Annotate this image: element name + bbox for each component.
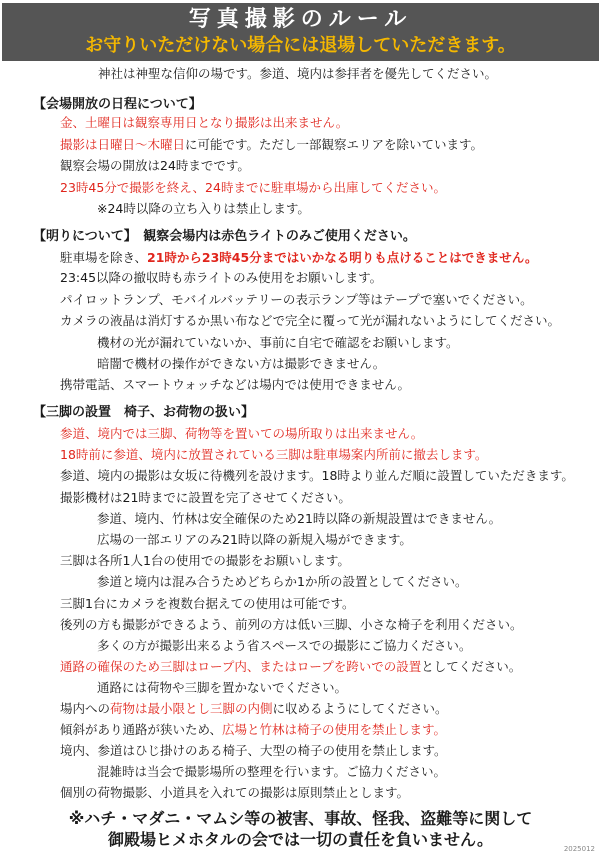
tripod-line: 境内、参道はひじ掛けのある椅子、大型の椅子の使用を禁止します。 <box>60 743 447 758</box>
page-subtitle: お守りいただけない場合には退場していただきます。 <box>85 35 516 56</box>
tripod-line-tail: としてください。 <box>421 659 522 674</box>
tripod-line: 三脚は各所1人1台の使用での撮影をお願いします。 <box>60 553 350 568</box>
schedule-heading: 【会場開放の日程について】 <box>33 97 202 112</box>
light-line: パイロットランプ、モバイルバッテリーの表示ランプ等はテープで塞いでください。 <box>60 292 533 307</box>
tripod-line <box>60 659 521 675</box>
tripod-line: 通路には荷物や三脚を置かないでください。 <box>97 680 348 695</box>
tripod-line-red: 広場と竹林は椅子の使用を禁止します。 <box>222 722 447 737</box>
tripod-line-red: 荷物は最小限とし三脚の内側 <box>110 701 273 716</box>
schedule-line: 23時45分で撮影を終え、24時までに駐車場から出庫してください。 <box>60 180 446 195</box>
schedule-line: 観察会場の開放は24時までです。 <box>60 158 250 173</box>
tripod-line: 参道と境内は混み合うためどちらか1か所の設置としてください。 <box>97 574 468 589</box>
light-line: 暗闇で機材の操作ができない方は撮影できません。 <box>97 356 386 371</box>
light-line-red: 21時から23時45分まではいかなる明りも点けることはできません。 <box>147 250 538 265</box>
tripod-line-a: 傾斜があり通路が狭いため、 <box>60 722 223 737</box>
schedule-line-highlight: 撮影は日曜日～木曜日 <box>60 137 186 152</box>
tripod-line: 混雑時は当会で撮影場所の整理を行います。ご協力ください。 <box>97 764 447 779</box>
tripod-line: 参道、境内、竹林は安全確保のため21時以降の新規設置はできません。 <box>97 511 502 526</box>
tripod-line: 18時前に参道、境内に放置されている三脚は駐車場案内所前に撤去します。 <box>60 447 488 462</box>
intro-line: 神社は神聖な信仰の場です。参道、境内は参拝者を優先してください。 <box>98 66 498 81</box>
light-heading-label: 【明りについて】 <box>33 229 131 244</box>
light-line: カメラの液晶は消灯するか黒い布などで完全に覆って光が漏れないようにしてください。 <box>60 313 561 328</box>
tripod-line: 後列の方も撮影ができるよう、前列の方は低い三脚、小さな椅子を利用ください。 <box>60 617 523 632</box>
light-line: 携帯電話、スマートウォッチなどは場内では使用できません。 <box>60 377 411 392</box>
schedule-note: ※24時以降の立ち入りは禁止します。 <box>97 201 310 216</box>
tripod-line: 参道、境内では三脚、荷物等を置いての場所取りは出来ません。 <box>60 426 424 441</box>
page-title: 写真撮影のルール <box>188 7 413 32</box>
document-code: 2025012 <box>563 845 595 853</box>
light-heading-note: 観察会場内は赤色ライトのみご使用ください。 <box>143 229 416 244</box>
tripod-line <box>60 701 448 717</box>
tripod-line-red: 通路の確保のため三脚はロープ内、またはロープを跨いでの設置 <box>60 659 422 674</box>
tripod-line: 多くの方が撮影出来るよう省スペースでの撮影にご協力ください。 <box>97 638 472 653</box>
tripod-line: 個別の荷物撮影、小道具を入れての撮影は原則禁止とします。 <box>60 785 410 800</box>
light-line: 機材の光が漏れていないか、事前に自宅で確認をお願いします。 <box>97 335 459 350</box>
tripod-line <box>60 722 446 738</box>
schedule-line-rest: に可能です。ただし一部観察エリアを除いています。 <box>185 137 484 152</box>
disclaimer-line: 御殿場ヒメホタルの会では一切の責任を負いません。 <box>108 830 493 849</box>
tripod-heading: 【三脚の設置 椅子、お荷物の扱い】 <box>33 405 255 420</box>
tripod-line: 三脚1台にカメラを複数台据えての使用は可能です。 <box>60 596 355 611</box>
tripod-line: 撮影機材は21時までに設置を完了させてください。 <box>60 490 351 505</box>
light-line <box>60 250 537 266</box>
tripod-line: 参道、境内の撮影は女坂に待機列を設けます。18時より並んだ順に設置していただきます。 <box>60 468 574 483</box>
schedule-line: 金、土曜日は観察専用日となり撮影は出来ません。 <box>60 115 349 130</box>
tripod-line-a: 場内への <box>60 701 111 716</box>
schedule-line <box>60 137 483 153</box>
disclaimer-line: ※ハチ・マダニ・マムシ等の被害、事故、怪我、盗難等に関して <box>68 809 533 828</box>
tripod-line-b: に収めるようにしてください。 <box>272 701 448 716</box>
light-line-prefix: 駐車場を除き、 <box>60 250 148 265</box>
light-heading <box>33 229 416 245</box>
title-banner <box>2 3 599 61</box>
tripod-line: 広場の一部エリアのみ21時以降の新規入場ができます。 <box>97 532 412 547</box>
light-line: 23:45以降の撤収時も赤ライトのみ使用をお願いします。 <box>60 270 383 285</box>
